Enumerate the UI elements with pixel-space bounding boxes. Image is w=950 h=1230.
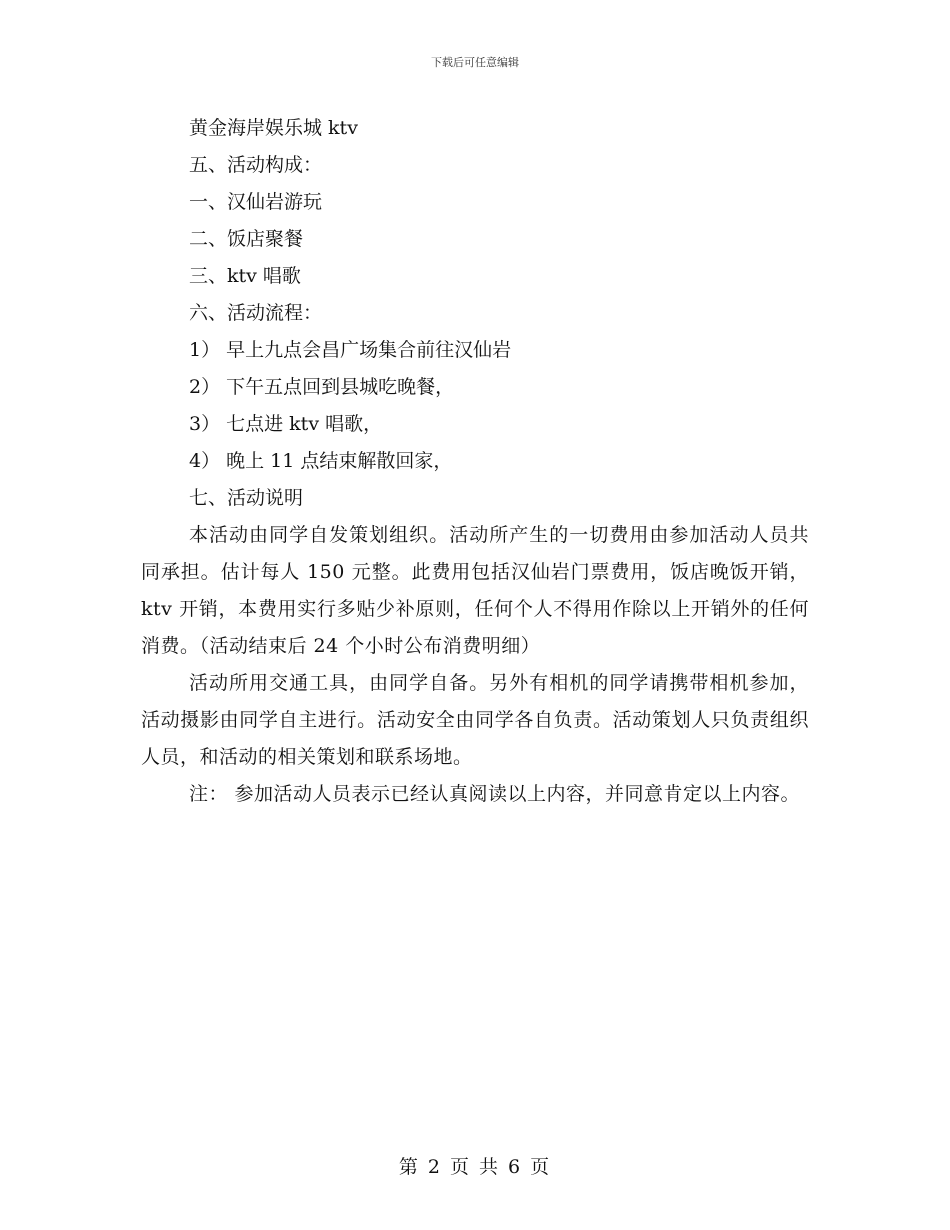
flow-step-1: 1） 早上九点会昌广场集合前往汉仙岩 [189,339,512,361]
paragraph-transport: 活动所用交通工具，由同学自备。另外有相机的同学请携带相机参加，活动摄影由同学自主进行。活动安全由同学各自负责。活动策划人只负责组织人员，和活动的相关策划和联系场地。 [141,672,809,768]
list-item-dinner: 二、饭店聚餐 [189,228,304,250]
list-item-hanxianyan: 一、汉仙岩游玩 [189,191,323,213]
section-heading-activity-flow: 六、活动流程： [189,302,323,324]
document-body [141,110,809,813]
section-heading-activity-notes: 七、活动说明 [189,487,304,509]
text-line-venue: 黄金海岸娱乐城 ktv [189,117,358,139]
page-number: 第 2 页 共 6 页 [398,1156,552,1178]
paragraph-cost: 本活动由同学自发策划组织。活动所产生的一切费用由参加活动人员共同承担。估计每人 150 元整。此费用包括汉仙岩门票费用，饭店晚饭开销，ktv 开销，本费用实行多贴少补原则，任何个人不得用作除以上开销外的任何消费。（活动结束后 24 个小时公布消费明细） [141,524,809,657]
section-heading-activity-composition: 五、活动构成： [189,154,323,176]
page-header: 下载后可任意编辑 [431,56,519,69]
flow-step-4: 4） 晚上 11 点结束解散回家， [189,450,453,472]
flow-step-3: 3） 七点进 ktv 唱歌， [189,413,383,435]
list-item-ktv: 三、ktv 唱歌 [189,265,301,287]
paragraph-note: 注： 参加活动人员表示已经认真阅读以上内容，并同意肯定以上内容。 [189,783,801,805]
flow-step-2: 2） 下午五点回到县城吃晚餐， [189,376,455,398]
